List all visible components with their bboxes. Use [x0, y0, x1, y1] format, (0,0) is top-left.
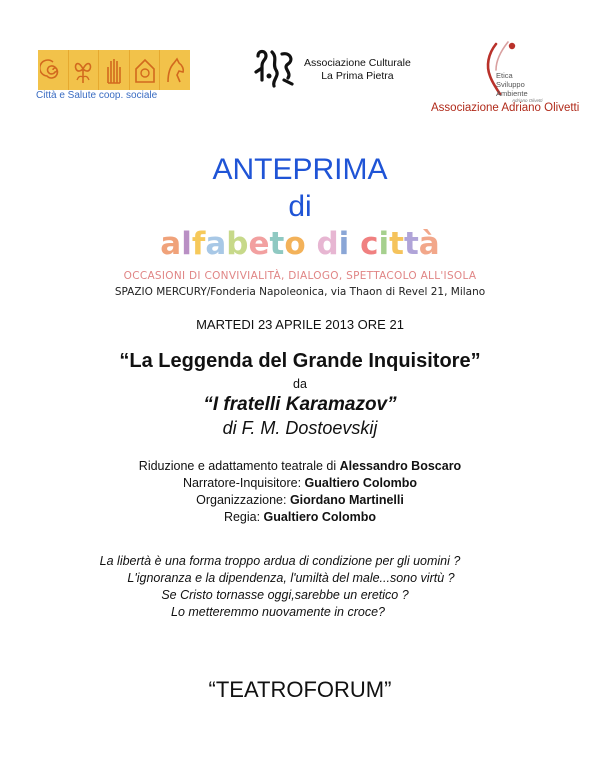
play-title: “La Leggenda del Grande Inquisitore” [119, 350, 481, 372]
credit-line [0, 509, 600, 526]
credit-label: Riduzione e adattamento teatrale di [138, 459, 340, 473]
olivetti-signature: Adriano Olivetti [512, 98, 543, 103]
prima-pietra-line1: Associazione Culturale [304, 57, 411, 69]
alfabeto-letter: i [378, 226, 390, 262]
alfabeto-letter: b [226, 226, 249, 262]
citta-e-salute-logo [38, 50, 190, 90]
alfabeto-letter: i [338, 226, 350, 262]
credit-name: Giordano Martinelli [289, 493, 404, 507]
venue: SPAZIO MERCURY/Fonderia Napoleonica, via Thaon di Revel 21, Milano [114, 286, 486, 298]
prima-pietra-caption [304, 57, 411, 83]
alfabeto-letter: o [284, 226, 306, 262]
olivetti-word-ambiente: Ambiente [496, 89, 528, 98]
alfabeto-letter: t [269, 226, 285, 262]
prima-pietra-line2: La Prima Pietra [321, 70, 394, 82]
alfabeto-di-citta-logo [0, 226, 600, 262]
alfabeto-letter: t [389, 226, 404, 262]
question-line: Se Cristo tornasse oggi,sarebbe un eretico ? [161, 588, 409, 602]
alfabeto-letter: a [160, 226, 182, 262]
olivetti-caption: Associazione Adriano Olivetti [431, 102, 580, 114]
credit-name: Gualtiero Colombo [263, 510, 377, 524]
alfabeto-letter: l [181, 226, 192, 262]
horse-icon [160, 50, 190, 90]
book-title: “I fratelli Karamazov” [203, 394, 397, 415]
alfabeto-letter [349, 226, 360, 262]
credit-name: Gualtiero Colombo [304, 476, 418, 490]
question-line: Lo metteremmo nuovamente in croce? [171, 605, 385, 619]
house-icon [130, 50, 161, 90]
credit-line [0, 458, 600, 475]
tagline: OCCASIONI DI CONVIVIALITÀ, DIALOGO, SPETTACOLO ALL'ISOLA [123, 270, 477, 282]
flower-icon [69, 50, 100, 90]
prima-pietra-logo [252, 46, 298, 90]
alfabeto-letter: a [205, 226, 227, 262]
question-line: La libertà è una forma troppo ardua di condizione per gli uomini ? [99, 554, 461, 568]
olivetti-words [496, 71, 528, 98]
spiral-icon [38, 50, 69, 90]
credit-line [0, 475, 600, 492]
alfabeto-letter: d [316, 226, 339, 262]
from-label: da [293, 377, 307, 391]
questions [0, 553, 600, 621]
olivetti-word-etica: Etica [496, 71, 513, 80]
citta-caption: Città e Salute coop. sociale [36, 90, 158, 101]
alfabeto-letter: e [248, 226, 270, 262]
title-anteprima: ANTEPRIMA [212, 153, 388, 186]
olivetti-word-sviluppo: Sviluppo [496, 80, 525, 89]
title-di: di [288, 190, 312, 223]
event-date: MARTEDI 23 APRILE 2013 ORE 21 [196, 317, 404, 332]
credit-label: Regia: [223, 510, 264, 524]
alfabeto-letter [306, 226, 317, 262]
alfabeto-letter: t [403, 226, 419, 262]
teatroforum-title: “TEATROFORUM” [208, 677, 392, 702]
credits [0, 458, 600, 526]
alfabeto-letter: f [191, 226, 206, 262]
author: di F. M. Dostoevskij [222, 418, 378, 438]
credit-line [0, 492, 600, 509]
alfabeto-letter: c [360, 226, 379, 262]
credit-label: Organizzazione: [196, 493, 290, 507]
credit-label: Narratore-Inquisitore: [182, 476, 305, 490]
hand-icon [99, 50, 130, 90]
question-line: L'ignoranza e la dipendenza, l'umiltà del male...sono virtù ? [127, 571, 455, 585]
credit-name: Alessandro Boscaro [339, 459, 462, 473]
alfabeto-letter: à [418, 226, 440, 262]
